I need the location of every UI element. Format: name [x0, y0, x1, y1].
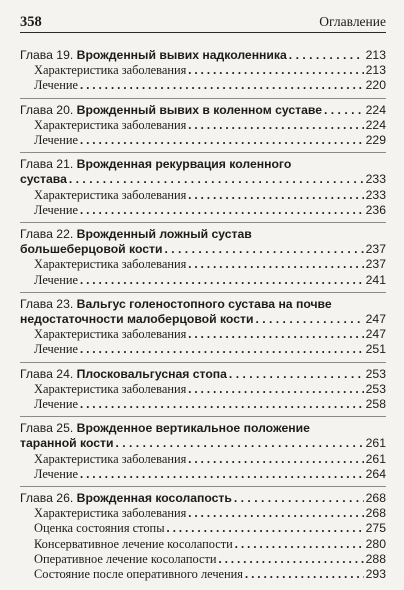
- subentry-label: Лечение: [34, 133, 79, 148]
- dot-leader: [289, 48, 364, 63]
- toc-subentry: [20, 567, 386, 582]
- toc-subentry: [20, 452, 386, 467]
- subentry-label: Характеристика заболевания: [34, 451, 187, 466]
- chapter-title: сустава: [20, 172, 67, 187]
- running-head: [20, 12, 386, 33]
- subentry-label: Характеристика заболевания: [34, 327, 187, 342]
- toc-subentry: [20, 537, 386, 552]
- dot-leader: [69, 172, 364, 187]
- subentry-page-number: 288: [365, 551, 386, 566]
- chapter-heading-line: [20, 421, 386, 436]
- dot-leader: [235, 537, 364, 552]
- subentry-label: Оценка состояния стопы: [34, 521, 165, 536]
- chapter-page-number: 237: [365, 242, 386, 257]
- chapter-title: Врожденный ложный сустав: [76, 227, 252, 242]
- subentry-page-number: 237: [365, 257, 386, 272]
- chapter-number: Глава 24.: [20, 366, 74, 381]
- subentry-page-number: 236: [365, 202, 386, 217]
- subentry-label: Консервативное лечение косолапости: [34, 536, 233, 551]
- chapter-heading-line: [20, 48, 386, 63]
- chapter-page-number: 233: [365, 172, 386, 187]
- toc-subentry: [20, 467, 386, 482]
- subentry-label: Характеристика заболевания: [34, 117, 187, 132]
- subentry-page-number: 251: [365, 342, 386, 357]
- chapter-number: Глава 19.: [20, 48, 74, 62]
- toc-chapter: [20, 367, 386, 418]
- toc-chapter: [20, 48, 386, 99]
- dot-leader: [188, 452, 363, 467]
- chapter-title: Врожденный вывих в коленном суставе: [76, 102, 322, 117]
- subentry-page-number: 253: [365, 381, 386, 396]
- dot-leader: [188, 188, 363, 203]
- dot-leader: [229, 367, 364, 382]
- subentry-label: Лечение: [34, 466, 79, 481]
- chapter-title: недостаточности малоберцовой кости: [20, 312, 254, 327]
- dot-leader: [80, 203, 364, 218]
- chapter-number: Глава 22.: [20, 227, 74, 242]
- table-of-contents: [20, 48, 386, 590]
- subentry-page-number: 264: [365, 466, 386, 481]
- subentry-label: Характеристика заболевания: [34, 506, 187, 521]
- toc-subentry: [20, 382, 386, 397]
- chapter-heading-line: [20, 227, 386, 242]
- toc-chapter: [20, 421, 386, 487]
- chapter-heading-line: [20, 367, 386, 382]
- chapter-page-number: 268: [365, 491, 386, 506]
- dot-leader: [164, 242, 363, 257]
- chapter-heading-line: [20, 312, 386, 327]
- toc-subentry: [20, 257, 386, 272]
- toc-subentry: [20, 506, 386, 521]
- chapter-heading-line: [20, 157, 386, 172]
- dot-leader: [255, 312, 363, 327]
- subentry-page-number: 220: [365, 78, 386, 93]
- subentry-page-number: 224: [365, 117, 386, 132]
- dot-leader: [80, 342, 364, 357]
- subentry-page-number: 275: [365, 521, 386, 536]
- toc-chapter: [20, 491, 386, 586]
- toc-subentry: [20, 118, 386, 133]
- dot-leader: [188, 257, 363, 272]
- chapter-heading-line: [20, 297, 386, 312]
- subentry-label: Состояние после оперативного лечения: [34, 567, 244, 582]
- subentry-page-number: 213: [365, 63, 386, 78]
- dot-leader: [80, 467, 364, 482]
- subentry-page-number: 241: [365, 272, 386, 287]
- chapter-page-number: 247: [365, 312, 386, 327]
- chapter-heading-line: [20, 491, 386, 506]
- dot-leader: [80, 78, 364, 93]
- chapter-title: Врожденный вывих надколенника: [76, 48, 287, 62]
- subentry-label: Лечение: [34, 272, 79, 287]
- subentry-label: Характеристика заболевания: [34, 381, 187, 396]
- subentry-label: Характеристика заболевания: [34, 187, 187, 202]
- subentry-label: Лечение: [34, 397, 79, 412]
- chapter-number: Глава 20.: [20, 102, 74, 117]
- dot-leader: [245, 567, 364, 582]
- subentry-label: Характеристика заболевания: [34, 257, 187, 272]
- dot-leader: [80, 133, 364, 148]
- subentry-page-number: 258: [365, 397, 386, 412]
- subentry-page-number: 293: [365, 567, 386, 582]
- chapter-title: Врожденное вертикальное положение: [76, 421, 310, 436]
- subentry-label: Лечение: [34, 202, 79, 217]
- chapter-title: таранной кости: [20, 436, 114, 451]
- dot-leader: [188, 118, 363, 133]
- toc-chapter: [20, 227, 386, 293]
- dot-leader: [115, 436, 363, 451]
- chapter-heading-line: [20, 172, 386, 187]
- chapter-title: Плосковальгусная стопа: [76, 366, 227, 381]
- toc-subentry: [20, 552, 386, 567]
- subentry-page-number: 268: [365, 506, 386, 521]
- toc-subentry: [20, 133, 386, 148]
- subentry-page-number: 233: [365, 187, 386, 202]
- chapter-number: Глава 25.: [20, 421, 74, 436]
- toc-subentry: [20, 342, 386, 357]
- toc-subentry: [20, 203, 386, 218]
- subentry-page-number: 280: [365, 536, 386, 551]
- chapter-number: Глава 23.: [20, 296, 74, 311]
- chapter-title: Вальгус голеностопного сустава на почве: [76, 296, 332, 311]
- dot-leader: [234, 491, 364, 506]
- subentry-page-number: 229: [365, 133, 386, 148]
- toc-subentry: [20, 78, 386, 93]
- chapter-number: Глава 26.: [20, 491, 74, 506]
- toc-chapter: [20, 157, 386, 223]
- dot-leader: [219, 552, 364, 567]
- dot-leader: [188, 327, 363, 342]
- subentry-label: Характеристика заболевания: [34, 63, 187, 78]
- dot-leader: [188, 506, 363, 521]
- dot-leader: [188, 382, 363, 397]
- subentry-page-number: 261: [365, 451, 386, 466]
- dot-leader: [80, 397, 364, 412]
- chapter-page-number: 213: [365, 48, 386, 62]
- toc-subentry: [20, 273, 386, 288]
- subentry-label: Лечение: [34, 342, 79, 357]
- toc-subentry: [20, 188, 386, 203]
- chapter-title: Врожденная косолапость: [76, 491, 232, 506]
- toc-subentry: [20, 63, 386, 78]
- dot-leader: [188, 63, 363, 78]
- chapter-title: большеберцовой кости: [20, 242, 163, 257]
- section-title: Оглавление: [319, 14, 386, 29]
- chapter-number: Глава 21.: [20, 157, 74, 172]
- chapter-page-number: 253: [365, 366, 386, 381]
- chapter-page-number: 224: [365, 102, 386, 117]
- subentry-page-number: 247: [365, 327, 386, 342]
- dot-leader: [167, 521, 364, 536]
- chapter-heading-line: [20, 103, 386, 118]
- toc-chapter: [20, 297, 386, 363]
- dot-leader: [80, 273, 364, 288]
- chapter-heading-line: [20, 436, 386, 451]
- chapter-title: Врожденная рекурвация коленного: [76, 157, 292, 172]
- chapter-page-number: 261: [365, 436, 386, 451]
- dot-leader: [324, 103, 364, 118]
- toc-subentry: [20, 521, 386, 536]
- chapter-heading-line: [20, 242, 386, 257]
- toc-subentry: [20, 327, 386, 342]
- subentry-label: Оперативное лечение косолапости: [34, 551, 217, 566]
- subentry-label: Лечение: [34, 78, 79, 93]
- toc-subentry: [20, 397, 386, 412]
- page-number: 358: [20, 14, 42, 30]
- toc-chapter: [20, 103, 386, 154]
